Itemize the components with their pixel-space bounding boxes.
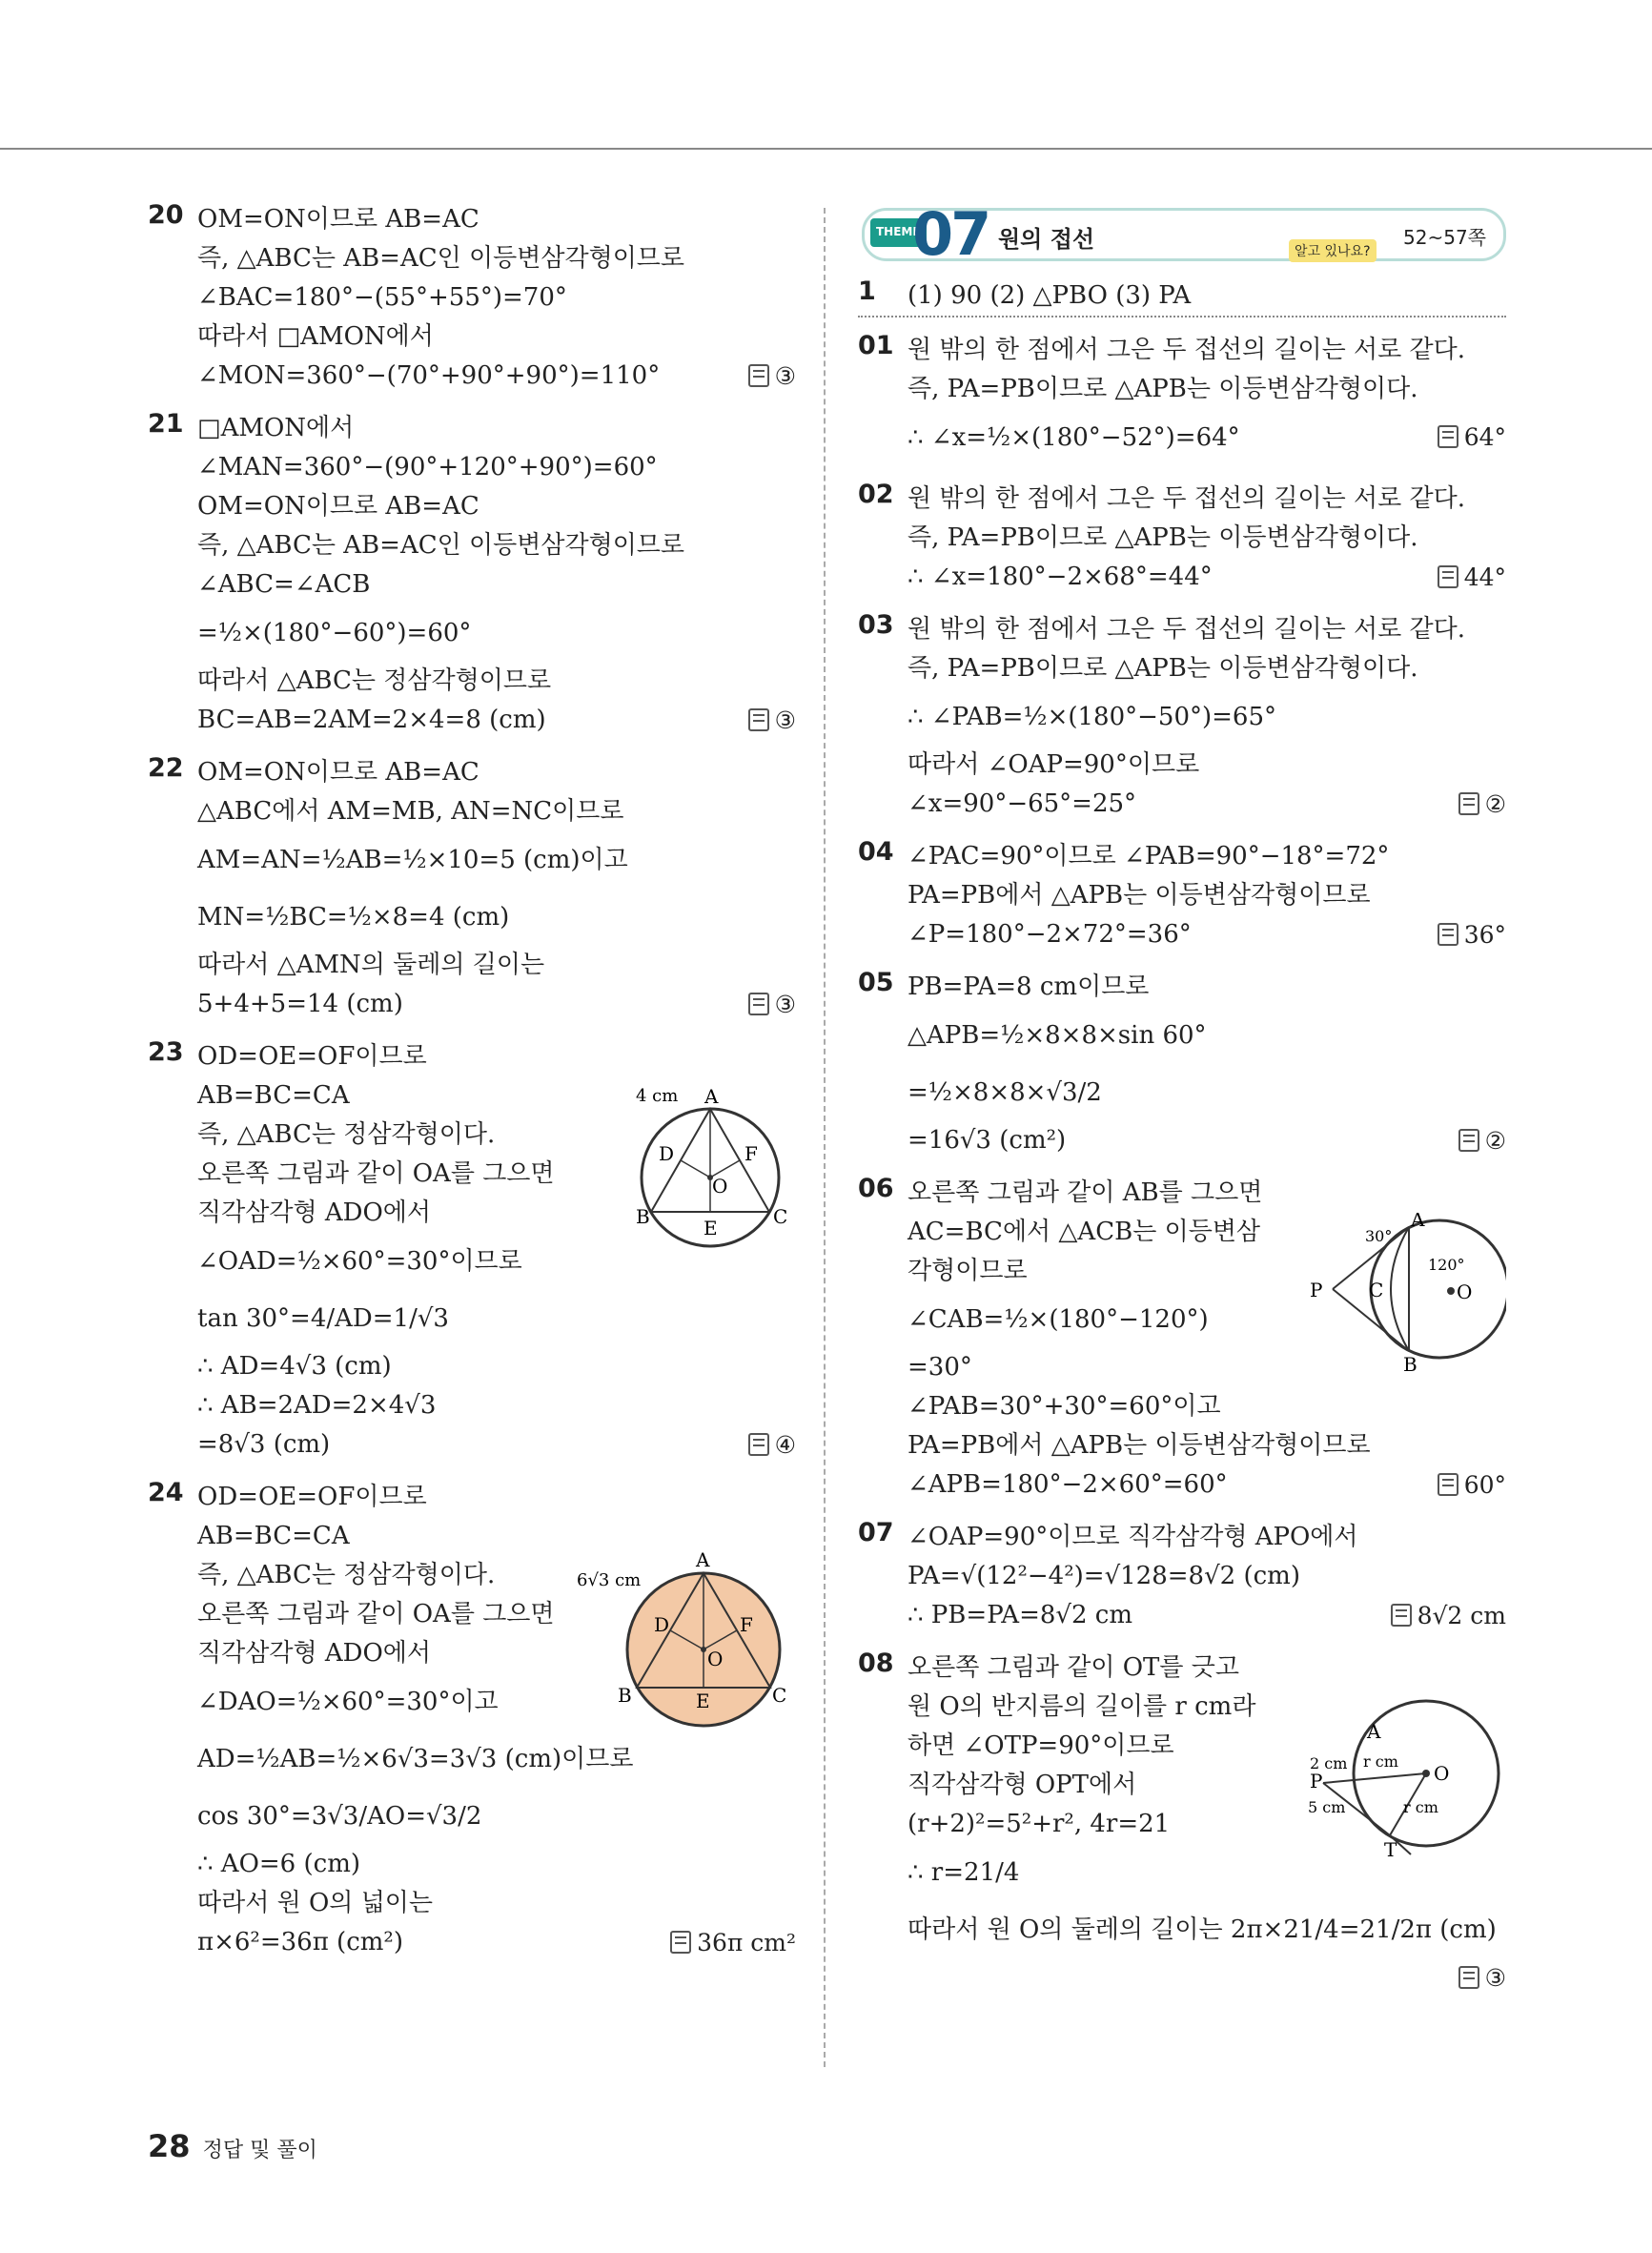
solution-text: ∠PAC=90°이므로 ∠PAB=90°−18°=72° <box>908 842 1390 870</box>
solution-line <box>908 409 1506 466</box>
f24-B: B <box>618 1684 632 1707</box>
solution-line <box>908 1557 1506 1596</box>
problem-22 <box>148 753 796 1024</box>
answer-mark <box>1438 1465 1506 1505</box>
f06-120: 120° <box>1428 1256 1465 1274</box>
solution-line <box>908 688 1506 746</box>
answer-icon <box>1458 792 1479 815</box>
solution-line <box>197 526 796 565</box>
solution-line <box>197 946 796 985</box>
problem-1 <box>858 277 1506 317</box>
f24-O: O <box>707 1648 724 1670</box>
solution-text: 즉, △ABC는 정삼각형이다. <box>197 1120 496 1149</box>
problem-04 <box>858 837 1506 954</box>
problem-07 <box>858 1518 1506 1635</box>
solution-text: ∴ ∠PAB=½×(180°−50°)=65° <box>908 703 1277 731</box>
f23-F: F <box>744 1142 758 1165</box>
solution-line <box>908 370 1506 409</box>
solution-text: 원 밖의 한 점에서 그은 두 접선의 길이는 서로 같다. <box>908 484 1465 513</box>
figure-24 <box>572 1549 801 1731</box>
solution-text: OM=ON이므로 AB=AC <box>197 758 479 787</box>
solution-text: 각형이므로 <box>908 1257 1028 1285</box>
solution-text: AB=BC=CA <box>197 1081 350 1110</box>
problem-number: 05 <box>858 968 894 997</box>
solution-text: 즉, PA=PB이므로 △APB는 이등변삼각형이다. <box>908 375 1418 403</box>
solution-line <box>908 746 1506 785</box>
solution-text: 즉, △ABC는 정삼각형이다. <box>197 1561 496 1589</box>
solution-text: =30° <box>908 1353 972 1382</box>
f06-30: 30° <box>1365 1227 1393 1245</box>
solution-text: OM=ON이므로 AB=AC <box>197 205 479 234</box>
problem-number: 07 <box>858 1518 894 1547</box>
solution-text: 직각삼각형 OPT에서 <box>908 1771 1137 1799</box>
know-badge: 알고 있나요? <box>1289 239 1377 262</box>
f23-E: E <box>704 1217 718 1239</box>
answer-mark <box>748 1425 796 1464</box>
problem-number: 02 <box>858 480 894 509</box>
problem-number: 21 <box>148 409 184 439</box>
solution-text: cos 30°=3√3/AO=√3/2 <box>197 1802 482 1831</box>
solution-text: ∠PAB=30°+30°=60°이고 <box>908 1392 1221 1421</box>
theme-title: 원의 접선 <box>998 226 1095 253</box>
f08-O: O <box>1434 1762 1450 1785</box>
solution-text: ∠OAD=½×60°=30°이므로 <box>197 1247 522 1276</box>
solution-line <box>908 876 1506 915</box>
solution-text: ∠APB=180°−2×60°=60° <box>908 1470 1228 1499</box>
answer-icon <box>748 1433 769 1456</box>
answer-mark <box>670 1923 796 1962</box>
problem-number: 04 <box>858 837 894 867</box>
solution-line <box>908 1649 1506 1688</box>
f08-P: P <box>1310 1770 1323 1792</box>
solution-line <box>908 519 1506 558</box>
solution-text: BC=AB=2AM=2×4=8 (cm) <box>197 706 546 734</box>
solution-line <box>197 1788 796 1845</box>
solution-text: AC=BC에서 △ACB는 이등변삼 <box>908 1218 1261 1246</box>
answer-text: ② <box>1484 1127 1506 1155</box>
solution-text: AD=½AB=½×6√3=3√3 (cm)이므로 <box>197 1745 634 1773</box>
solution-line <box>908 1518 1506 1557</box>
solution-text: 직각삼각형 ADO에서 <box>197 1198 432 1227</box>
solution-text: 오른쪽 그림과 같이 OA를 그으면 <box>197 1159 555 1188</box>
solution-text: 즉, △ABC는 AB=AC인 이등변삼각형이므로 <box>197 531 685 560</box>
answer-mark <box>1391 1596 1506 1635</box>
solution-text: ∴ AB=2AD=2×4√3 <box>197 1391 437 1420</box>
solution-line <box>908 610 1506 649</box>
solution-line <box>908 968 1506 1007</box>
solution-line <box>908 1121 1506 1160</box>
solution-text: ∴ r=21/4 <box>908 1858 1020 1887</box>
column-divider <box>824 208 826 2067</box>
solution-text: ∠CAB=½×(180°−120°) <box>908 1305 1209 1334</box>
solution-line <box>908 1387 1506 1426</box>
solution-line <box>908 1064 1506 1121</box>
solution-text: =16√3 (cm²) <box>908 1126 1067 1155</box>
solution-line <box>197 239 796 278</box>
answer-text: 36π cm² <box>697 1929 796 1956</box>
solution-text: (r+2)²=5²+r², 4r=21 <box>908 1810 1171 1838</box>
solution-line <box>908 1426 1506 1465</box>
problem-21 <box>148 409 796 740</box>
f23-B: B <box>636 1205 650 1228</box>
theme-banner <box>862 199 1506 269</box>
solution-text: 따라서 원 O의 넓이는 <box>197 1889 434 1917</box>
solution-line <box>197 1290 796 1347</box>
answer-text: 64° <box>1463 423 1506 451</box>
solution-text: =½×(180°−60°)=60° <box>197 619 472 647</box>
problem-number: 08 <box>858 1649 894 1678</box>
problem-03 <box>858 610 1506 824</box>
figure-08 <box>1306 1692 1506 1864</box>
f24-D: D <box>654 1613 670 1636</box>
solution-text: 따라서 □AMON에서 <box>197 322 434 351</box>
answer-text: ④ <box>774 1431 796 1459</box>
solution-text: 오른쪽 그림과 같이 OA를 그으면 <box>197 1600 555 1628</box>
solution-text: =8√3 (cm) <box>197 1430 331 1459</box>
solution-text: ∠OAP=90°이므로 직각삼각형 APO에서 <box>908 1523 1358 1551</box>
solution-text: ∠MAN=360°−(90°+120°+90°)=60° <box>197 453 658 481</box>
answer-icon <box>748 708 769 731</box>
solution-line <box>197 1731 796 1788</box>
solution-text: 즉, PA=PB이므로 △APB는 이등변삼각형이다. <box>908 654 1418 683</box>
solution-line <box>197 357 796 396</box>
f06-A: A <box>1411 1213 1425 1231</box>
answer-text: ③ <box>774 707 796 734</box>
f23-D: D <box>659 1142 675 1165</box>
f06-C: C <box>1369 1279 1384 1301</box>
solution-line <box>197 1386 796 1425</box>
theme-tag: THEME <box>870 218 927 247</box>
answer-icon <box>1438 425 1458 448</box>
answer-icon <box>1458 1129 1479 1152</box>
answer-icon <box>748 993 769 1015</box>
answer-mark <box>1458 785 1506 824</box>
page-number: 28 <box>148 2128 191 2164</box>
solution-line <box>197 1845 796 1884</box>
solution-text: □AMON에서 <box>197 414 355 442</box>
solution-line <box>197 604 796 662</box>
header-rule <box>0 148 1652 150</box>
answer-icon <box>1438 923 1458 946</box>
problem-05 <box>858 968 1506 1160</box>
solution-text: 5+4+5=14 (cm) <box>197 990 403 1018</box>
solution-text: OM=ON이므로 AB=AC <box>197 492 479 521</box>
solution-text: PA=√(12²−4²)=√128=8√2 (cm) <box>908 1562 1300 1590</box>
answer-icon <box>670 1931 691 1954</box>
solution-text: PA=PB에서 △APB는 이등변삼각형이므로 <box>908 881 1371 910</box>
solution-line <box>908 785 1506 824</box>
solution-line <box>908 1007 1506 1064</box>
solution-text: △ABC에서 AM=MB, AN=NC이므로 <box>197 797 624 826</box>
solution-line <box>197 831 796 889</box>
answer-text: 8√2 cm <box>1417 1602 1506 1629</box>
f06-O: O <box>1457 1280 1473 1303</box>
answer-mark <box>748 357 796 396</box>
solution-line <box>197 565 796 604</box>
answer-icon <box>1438 565 1458 588</box>
solution-line <box>197 487 796 526</box>
solution-line <box>908 558 1506 597</box>
problem-number: 1 <box>858 277 876 306</box>
solution-text: =½×8×8×√3/2 <box>908 1078 1102 1107</box>
answer-icon <box>748 364 769 387</box>
solution-text: ∴ AD=4√3 (cm) <box>197 1352 392 1381</box>
answer-mark <box>1458 1958 1506 1997</box>
f06-B: B <box>1403 1353 1417 1375</box>
solution-line <box>908 277 1506 316</box>
solution-text: △APB=½×8×8×sin 60° <box>908 1021 1207 1050</box>
solution-text: PA=PB에서 △APB는 이등변삼각형이므로 <box>908 1431 1371 1460</box>
answer-text: 36° <box>1463 921 1506 949</box>
f08-5cm: 5 cm <box>1308 1798 1346 1816</box>
f24-A: A <box>696 1549 710 1571</box>
f24-C: C <box>772 1684 787 1707</box>
solution-line <box>197 409 796 448</box>
answer-mark <box>1438 915 1506 954</box>
solution-line <box>197 317 796 357</box>
solution-text: 따라서 △ABC는 정삼각형이므로 <box>197 666 552 695</box>
f23-C: C <box>773 1205 788 1228</box>
solution-text: PB=PA=8 cm이므로 <box>908 973 1150 1001</box>
answer-mark <box>1438 558 1506 597</box>
f06-P: P <box>1310 1279 1323 1301</box>
answer-mark <box>748 701 796 740</box>
f23-O: O <box>712 1175 728 1198</box>
solution-text: 원 O의 반지름의 길이를 r cm라 <box>908 1692 1256 1721</box>
answer-text: 60° <box>1463 1471 1506 1499</box>
problem-20 <box>148 200 796 396</box>
solution-line <box>908 837 1506 876</box>
figure-23 <box>624 1082 796 1254</box>
answer-mark <box>748 985 796 1024</box>
solution-text: π×6²=36π (cm²) <box>197 1928 403 1956</box>
solution-text: 원 밖의 한 점에서 그은 두 접선의 길이는 서로 같다. <box>908 615 1465 644</box>
problem-number: 03 <box>858 610 894 640</box>
answer-icon <box>1391 1604 1412 1627</box>
solution-text: ∠x=90°−65°=25° <box>908 789 1137 818</box>
problem-number: 22 <box>148 753 184 783</box>
solution-text: ∴ ∠x=180°−2×68°=44° <box>908 563 1213 591</box>
solution-line <box>197 662 796 701</box>
solution-line <box>908 480 1506 519</box>
figure-06 <box>1306 1213 1506 1375</box>
solution-text: ∠DAO=½×60°=30°이고 <box>197 1688 499 1716</box>
f08-r2: r cm <box>1403 1798 1438 1816</box>
solution-text: 오른쪽 그림과 같이 OT를 긋고 <box>908 1653 1239 1682</box>
answer-text: ② <box>1484 790 1506 818</box>
solution-text: OD=OE=OF이므로 <box>197 1042 427 1071</box>
solution-line <box>197 1923 796 1962</box>
solution-text: ∠MON=360°−(70°+90°+90°)=110° <box>197 361 661 390</box>
solution-line <box>908 915 1506 954</box>
answer-text: 44° <box>1463 563 1506 591</box>
problem-02 <box>858 480 1506 597</box>
problem-number: 23 <box>148 1037 184 1067</box>
solution-text: 원 밖의 한 점에서 그은 두 접선의 길이는 서로 같다. <box>908 336 1465 364</box>
solution-text: 직각삼각형 ADO에서 <box>197 1639 432 1668</box>
solution-text: AB=BC=CA <box>197 1522 350 1550</box>
page-footer <box>148 2128 317 2164</box>
f23-len: 4 cm <box>636 1086 679 1106</box>
solution-line <box>197 1425 796 1464</box>
solution-line <box>197 1347 796 1386</box>
footer-label: 정답 및 풀이 <box>202 2139 317 2162</box>
solution-line <box>197 200 796 239</box>
solution-text: ∠P=180°−2×72°=36° <box>908 920 1192 949</box>
solution-text: tan 30°=4/AD=1/√3 <box>197 1304 449 1333</box>
solution-text: ∠ABC=∠ACB <box>197 570 371 599</box>
f08-A: A <box>1367 1720 1381 1743</box>
solution-text: 하면 ∠OTP=90°이므로 <box>908 1731 1174 1760</box>
solution-line <box>908 1174 1506 1213</box>
solution-line <box>197 1478 796 1517</box>
solution-line <box>908 1596 1506 1635</box>
solution-text: 따라서 ∠OAP=90°이므로 <box>908 750 1200 779</box>
problem-number: 06 <box>858 1174 894 1203</box>
f24-E: E <box>696 1690 710 1712</box>
f08-r1: r cm <box>1363 1752 1398 1771</box>
answer-mark <box>1438 409 1506 466</box>
solution-text: ∴ PB=PA=8√2 cm <box>908 1601 1132 1629</box>
answer-text: ③ <box>1484 1964 1506 1992</box>
solution-text: 따라서 △AMN의 둘레의 길이는 <box>197 951 545 979</box>
answer-text: ③ <box>774 991 796 1018</box>
solution-text: AM=AN=½AB=½×10=5 (cm)이고 <box>197 846 628 874</box>
solution-line <box>197 1884 796 1923</box>
solution-text: MN=½BC=½×8=4 (cm) <box>197 903 510 932</box>
theme-number: 07 <box>912 199 989 269</box>
f24-len: 6√3 cm <box>577 1570 642 1590</box>
solution-text: 즉, △ABC는 AB=AC인 이등변삼각형이므로 <box>197 244 685 273</box>
problem-number: 01 <box>858 331 894 360</box>
f08-2cm: 2 cm <box>1310 1754 1348 1772</box>
solution-text: ∴ ∠x=½×(180°−52°)=64° <box>908 423 1240 452</box>
f24-F: F <box>740 1613 753 1636</box>
solution-line <box>908 1465 1506 1505</box>
solution-text: 따라서 원 O의 둘레의 길이는 2π×21/4=21/2π (cm) <box>908 1915 1497 1944</box>
solution-line <box>197 792 796 831</box>
solution-text: 오른쪽 그림과 같이 AB를 그으면 <box>908 1178 1263 1207</box>
solution-line <box>197 701 796 740</box>
dotted-rule <box>858 316 1506 317</box>
problem-number: 20 <box>148 200 184 230</box>
solution-line <box>197 448 796 487</box>
solution-text: OD=OE=OF이므로 <box>197 1483 427 1511</box>
solution-line <box>197 1037 796 1076</box>
solution-text: ∴ AO=6 (cm) <box>197 1850 360 1878</box>
answer-icon <box>1438 1473 1458 1496</box>
f08-T: T <box>1384 1838 1397 1861</box>
solution-text: 즉, PA=PB이므로 △APB는 이등변삼각형이다. <box>908 523 1418 552</box>
answer-icon <box>1458 1966 1479 1989</box>
f23-A: A <box>704 1085 719 1108</box>
solution-line <box>197 985 796 1024</box>
problem-01 <box>858 331 1506 466</box>
solution-text: (1) 90 (2) △PBO (3) PA <box>908 281 1192 310</box>
solution-line <box>908 331 1506 370</box>
solution-line <box>197 753 796 792</box>
solution-text: ∠BAC=180°−(55°+55°)=70° <box>197 283 567 312</box>
solution-line <box>197 278 796 317</box>
answer-mark <box>1458 1121 1506 1160</box>
theme-pages: 52~57쪽 <box>1403 226 1486 249</box>
solution-line <box>908 649 1506 688</box>
solution-line <box>908 1901 1506 1958</box>
answer-text: ③ <box>774 362 796 390</box>
problem-number: 24 <box>148 1478 184 1507</box>
solution-line <box>197 889 796 946</box>
